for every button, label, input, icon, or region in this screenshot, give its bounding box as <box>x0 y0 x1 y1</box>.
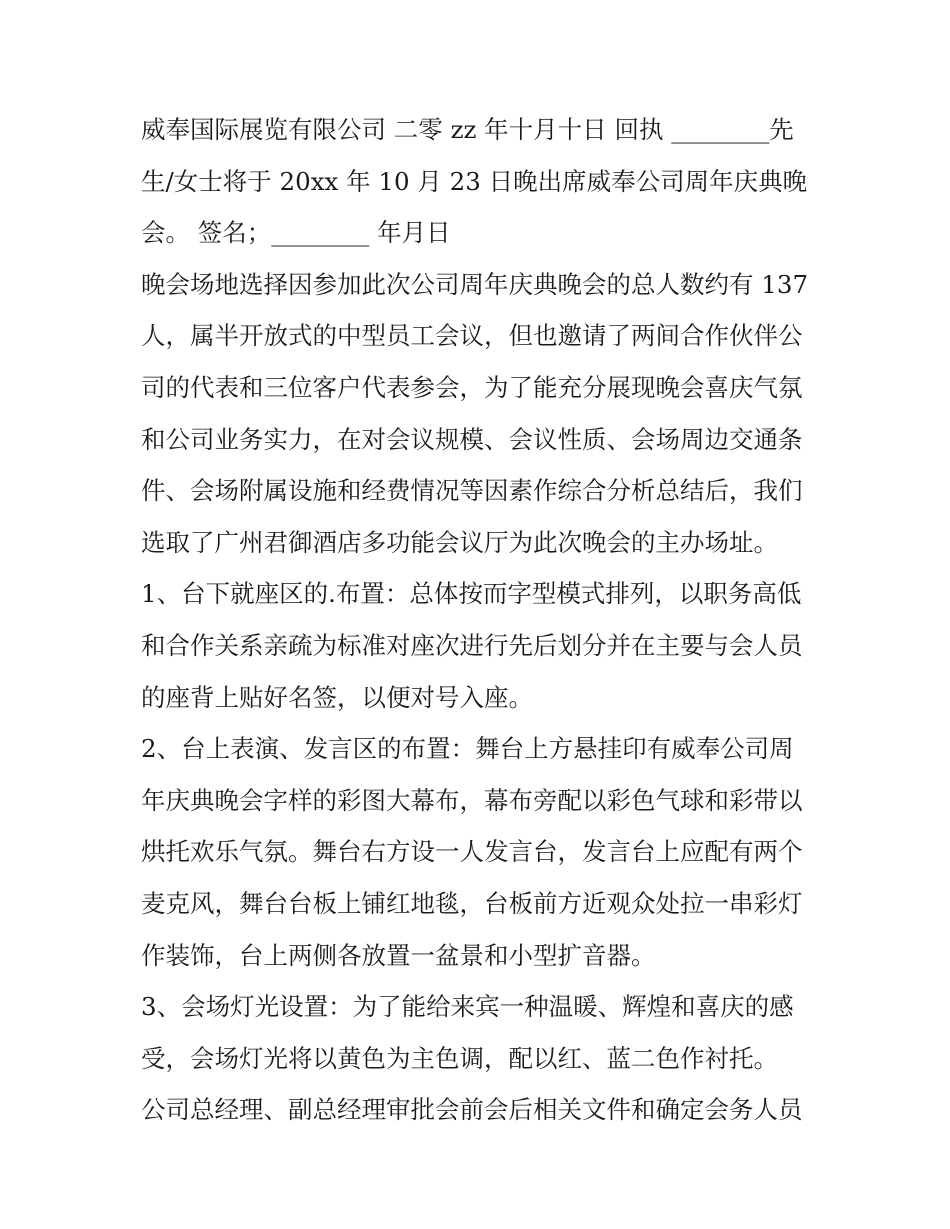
text-line: 受，会场灯光将以黄色为主色调，配以红、蓝二色作衬托。 <box>141 1043 778 1073</box>
text-line: 的座背上贴好名签，以便对号入座。 <box>141 682 533 712</box>
text-line: 3、会场灯光设置：为了能给来宾一种温暖、辉煌和喜庆的感 <box>141 992 794 1022</box>
text-line: 会。 签名；________ 年月日 <box>141 218 451 248</box>
text-line: 作装饰，台上两侧各放置一盆景和小型扩音器。 <box>141 940 656 970</box>
text-line: 司的代表和三位客户代表参会，为了能充分展现晚会喜庆气氛 <box>141 372 803 402</box>
text-line: 和合作关系亲疏为标准对座次进行先后划分并在主要与会人员 <box>141 630 803 660</box>
text-line: 件、会场附属设施和经费情况等因素作综合分析总结后，我们 <box>141 476 803 506</box>
text-line: 1、台下就座区的.布置：总体按而字型模式排列，以职务高低 <box>141 579 802 609</box>
text-line: 麦克风，舞台台板上铺红地毯，台板前方近观众处拉一串彩灯 <box>141 888 803 918</box>
text-line: 晚会场地选择因参加此次公司周年庆典晚会的总人数约有 137 <box>141 269 809 299</box>
text-line: 烘托欢乐气氛。舞台右方设一人发言台，发言台上应配有两个 <box>141 837 803 867</box>
text-line: 生/女士将于 20xx 年 10 月 23 日晚出席威奉公司周年庆典晚 <box>141 166 808 196</box>
text-line: 公司总经理、副总经理审批会前会后相关文件和确定会务人员 <box>141 1095 803 1125</box>
text-line: 年庆典晚会字样的彩图大幕布，幕布旁配以彩色气球和彩带以 <box>141 785 803 815</box>
text-line: 选取了广州君御酒店多功能会议厅为此次晚会的主办场址。 <box>141 527 778 557</box>
text-line: 威奉国际展览有限公司 二零 zz 年十月十日 回执 ________先 <box>141 115 794 144</box>
text-line: 2、台上表演、发言区的布置：舞台上方悬挂印有威奉公司周 <box>141 734 794 764</box>
text-line: 和公司业务实力，在对会议规模、会议性质、会场周边交通条 <box>141 424 803 454</box>
document-body <box>141 104 813 1136</box>
text-line: 人，属半开放式的中型员工会议，但也邀请了两间合作伙伴公 <box>141 321 803 351</box>
